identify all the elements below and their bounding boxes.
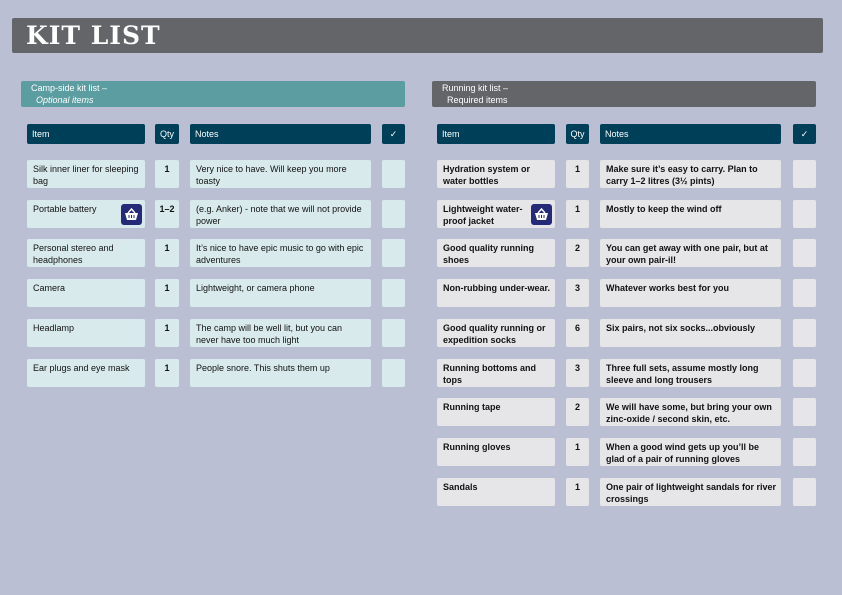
run-qty-cell [566, 160, 589, 188]
run-checkbox[interactable] [793, 160, 816, 188]
camp-qty-cell [155, 319, 179, 347]
run-qty-cell-text: 3 [574, 362, 580, 373]
camp-notes-cell-text: People snore. This shuts them up [196, 362, 330, 373]
run-col-notes: Notes [600, 124, 781, 144]
camp-notes-cell [190, 200, 371, 228]
run-checkbox[interactable] [793, 359, 816, 387]
run-notes-cell-text: Six pairs, not six socks...obviously [606, 322, 756, 333]
page-title: KIT LIST [26, 21, 161, 50]
run-item-cell-text: Running bottoms and tops [443, 362, 536, 385]
camp-notes-cell-text: (e.g. Anker) - note that we will not provide power [196, 203, 362, 226]
camp-checkbox[interactable] [382, 279, 405, 307]
run-item-cell [437, 160, 555, 188]
run-qty-cell-text: 2 [574, 402, 580, 413]
run-notes-cell [600, 359, 781, 387]
camp-item-cell-text: Personal stereo and headphones [33, 243, 114, 266]
camp-qty-cell-text: 1 [164, 283, 170, 294]
run-qty-cell [566, 200, 589, 228]
run-item-cell-text: Running tape [443, 402, 501, 413]
camp-qty-cell-text: 1 [164, 243, 170, 254]
run-notes-cell [600, 200, 781, 228]
run-qty-cell [566, 438, 589, 466]
camp-notes-cell [190, 359, 371, 387]
run-notes-cell [600, 398, 781, 426]
camp-item-cell-text: Silk inner liner for sleeping bag [33, 164, 139, 186]
camp-col-item: Item [27, 124, 145, 144]
run-qty-cell [566, 239, 589, 267]
camp-col-qty: Qty [155, 124, 179, 144]
camp-checkbox[interactable] [382, 160, 405, 188]
camp-qty-cell [155, 279, 179, 307]
run-qty-cell [566, 398, 589, 426]
camp-item-cell-text: Ear plugs and eye mask [33, 362, 130, 373]
run-qty-cell [566, 319, 589, 347]
camp-checkbox[interactable] [382, 200, 405, 228]
camp-heading-line2: Optional items [36, 95, 94, 105]
camp-qty-cell-text: 1 [164, 362, 170, 373]
camp-item-cell [27, 200, 145, 228]
camp-qty-cell-text: 1–2 [159, 203, 175, 214]
run-notes-cell-text: You can get away with one pair, but at your own pair-il! [606, 243, 768, 266]
camp-qty-cell [155, 160, 179, 188]
run-qty-cell [566, 359, 589, 387]
camp-qty-cell [155, 200, 179, 228]
run-item-cell-text: Lightweight water-proof jacket [443, 203, 523, 226]
camp-checkbox[interactable] [382, 359, 405, 387]
run-item-cell-text: Good quality running shoes [443, 243, 534, 266]
run-item-cell-text: Running gloves [443, 441, 511, 452]
run-item-cell [437, 478, 555, 506]
run-checkbox[interactable] [793, 398, 816, 426]
run-item-cell [437, 359, 555, 387]
run-notes-cell-text: One pair of lightweight sandals for river crossings [606, 481, 777, 504]
run-notes-cell-text: We will have some, but bring your own zinc-oxide / second skin, etc. [606, 402, 772, 425]
camp-notes-cell [190, 160, 371, 188]
camp-notes-cell-text: Lightweight, or camera phone [196, 283, 315, 294]
camp-notes-cell-text: It’s nice to have epic music to go with epic adventures [196, 243, 364, 266]
run-notes-cell [600, 478, 781, 506]
run-qty-cell [566, 478, 589, 506]
camp-item-cell [27, 279, 145, 307]
camp-section-heading [21, 81, 405, 107]
run-checkbox[interactable] [793, 319, 816, 347]
camp-col-check: ✓ [382, 124, 405, 144]
run-item-cell-text: Non-rubbing under-wear. [443, 283, 550, 294]
run-qty-cell-text: 3 [574, 283, 580, 294]
camp-item-cell-text: Portable battery [33, 203, 97, 214]
run-section-heading [432, 81, 816, 107]
run-heading-line1: Running kit list – [442, 83, 509, 93]
run-checkbox[interactable] [793, 279, 816, 307]
camp-notes-cell [190, 319, 371, 347]
title-bar [12, 18, 823, 53]
run-notes-cell-text: Whatever works best for you [606, 283, 730, 294]
run-item-cell [437, 438, 555, 466]
run-qty-cell-text: 1 [574, 441, 580, 452]
camp-notes-cell [190, 239, 371, 267]
camp-checkbox[interactable] [382, 239, 405, 267]
run-heading-line2: Required items [447, 95, 508, 105]
run-notes-cell-text: Make sure it’s easy to carry. Plan to carry 1–2 litres (3½ pints) [606, 164, 758, 186]
camp-checkbox[interactable] [382, 319, 405, 347]
run-qty-cell-text: 1 [574, 203, 580, 214]
camp-item-cell-text: Headlamp [33, 322, 75, 333]
camp-item-cell-text: Camera [33, 283, 66, 294]
camp-qty-cell [155, 359, 179, 387]
run-checkbox[interactable] [793, 478, 816, 506]
run-notes-cell [600, 239, 781, 267]
camp-notes-cell [190, 279, 371, 307]
run-notes-cell [600, 319, 781, 347]
run-col-qty: Qty [566, 124, 589, 144]
run-item-cell-text: Good quality running or expedition socks [443, 322, 546, 345]
run-item-cell-text: Sandals [443, 481, 478, 492]
run-notes-cell [600, 160, 781, 188]
camp-notes-cell-text: Very nice to have. Will keep you more toasty [196, 164, 347, 186]
camp-item-cell [27, 160, 145, 188]
run-qty-cell-text: 6 [574, 322, 580, 333]
camp-notes-cell-text: The camp will be well lit, but you can never have too much light [196, 322, 343, 345]
camp-item-cell [27, 239, 145, 267]
camp-col-notes: Notes [190, 124, 371, 144]
run-item-cell [437, 239, 555, 267]
run-qty-cell-text: 1 [574, 164, 580, 174]
run-item-cell [437, 200, 555, 228]
camp-heading-line1: Camp-side kit list – [31, 83, 108, 93]
run-notes-cell [600, 279, 781, 307]
camp-item-cell [27, 319, 145, 347]
run-item-cell [437, 279, 555, 307]
camp-item-cell [27, 359, 145, 387]
run-checkbox[interactable] [793, 200, 816, 228]
run-notes-cell-text: Mostly to keep the wind off [606, 203, 722, 214]
camp-qty-cell-text: 1 [164, 322, 170, 333]
run-item-cell [437, 398, 555, 426]
run-notes-cell-text: Three full sets, assume mostly long sleeve and long trousers [606, 362, 759, 385]
run-notes-cell [600, 438, 781, 466]
basket-icon[interactable] [121, 204, 142, 225]
run-col-check: ✓ [793, 124, 816, 144]
run-item-cell-text: Hydration system or water bottles [443, 164, 531, 186]
run-qty-cell-text: 1 [574, 481, 580, 492]
run-qty-cell [566, 279, 589, 307]
run-item-cell [437, 319, 555, 347]
basket-icon[interactable] [531, 204, 552, 225]
run-notes-cell-text: When a good wind gets up you’ll be glad of a pair of running gloves [606, 441, 759, 464]
run-checkbox[interactable] [793, 239, 816, 267]
camp-qty-cell [155, 239, 179, 267]
camp-qty-cell-text: 1 [164, 164, 170, 174]
run-checkbox[interactable] [793, 438, 816, 466]
run-col-item: Item [437, 124, 555, 144]
run-qty-cell-text: 2 [574, 243, 580, 254]
